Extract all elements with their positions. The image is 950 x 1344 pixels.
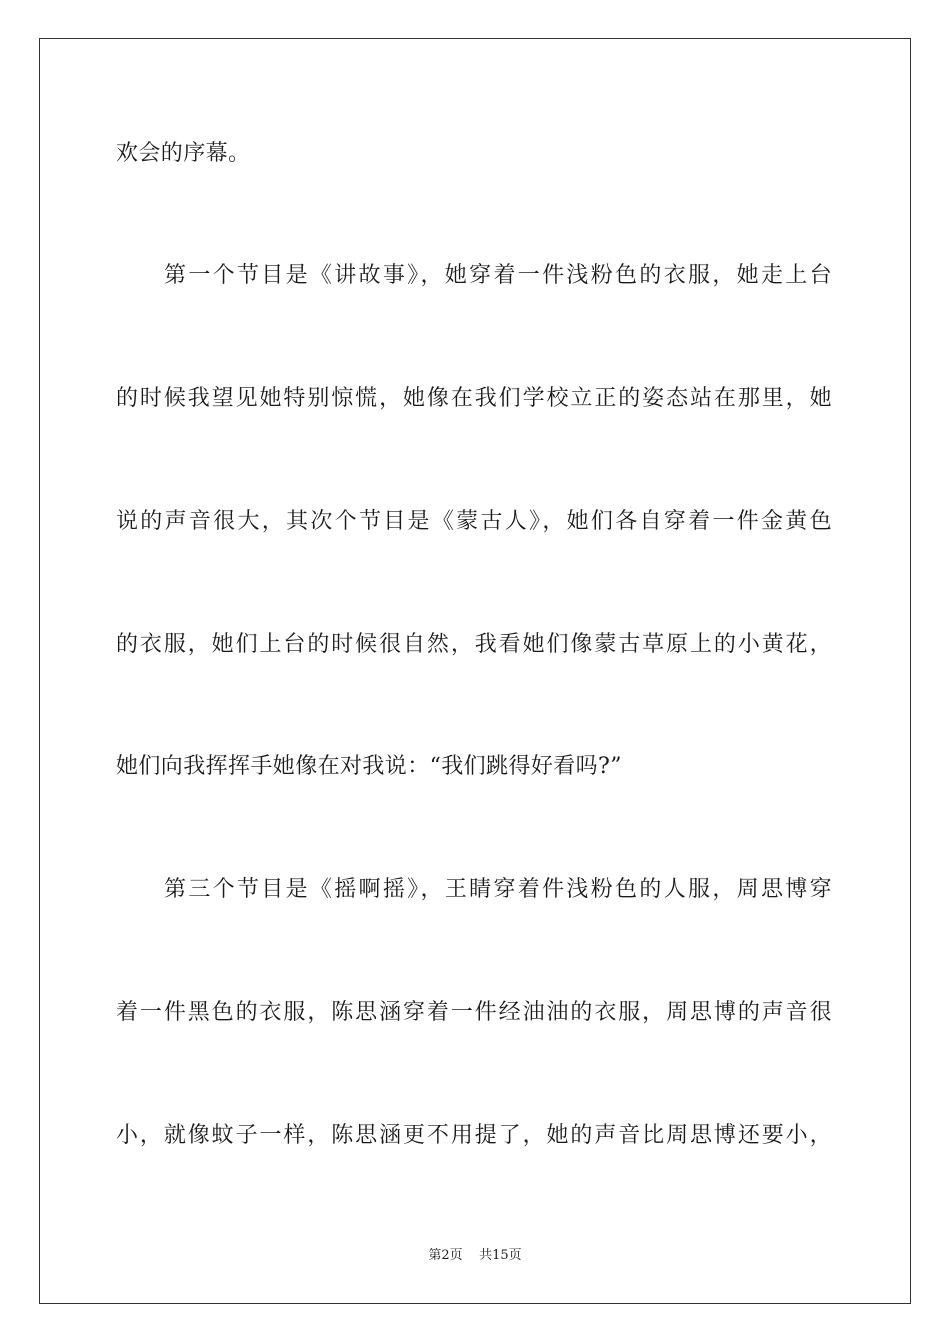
text-line-2: 第一个节目是《讲故事》，她穿着一件浅粉色的衣服，她走上台	[164, 263, 832, 288]
text-line-4: 说的声音很大，其次个节目是《蒙古人》，她们各自穿着一件金黄色	[116, 509, 832, 534]
text-line-8: 着一件黑色的衣服，陈思涵穿着一件经油油的衣服，周思博的声音很	[116, 1000, 832, 1025]
page-border	[39, 38, 911, 1304]
text-line-9: 小，就像蚊子一样，陈思涵更不用提了，她的声音比周思博还要小，	[116, 1123, 832, 1148]
text-line-7: 第三个节目是《摇啊摇》，王睛穿着件浅粉色的人服，周思博穿	[164, 877, 832, 902]
page-footer	[0, 1247, 950, 1265]
text-line-1: 欢会的序幕。	[116, 141, 251, 166]
text-line-3: 的时候我望见她特别惊慌，她像在我们学校立正的姿态站在那里，她	[116, 386, 832, 411]
text-line-6: 她们向我挥挥手她像在对我说：“我们跳得好看吗?”	[116, 754, 622, 779]
page-number: 第2页	[428, 1248, 463, 1263]
text-line-5: 的衣服，她们上台的时候很自然，我看她们像蒙古草原上的小黄花，	[116, 632, 832, 657]
page-total: 共15页	[479, 1248, 522, 1263]
